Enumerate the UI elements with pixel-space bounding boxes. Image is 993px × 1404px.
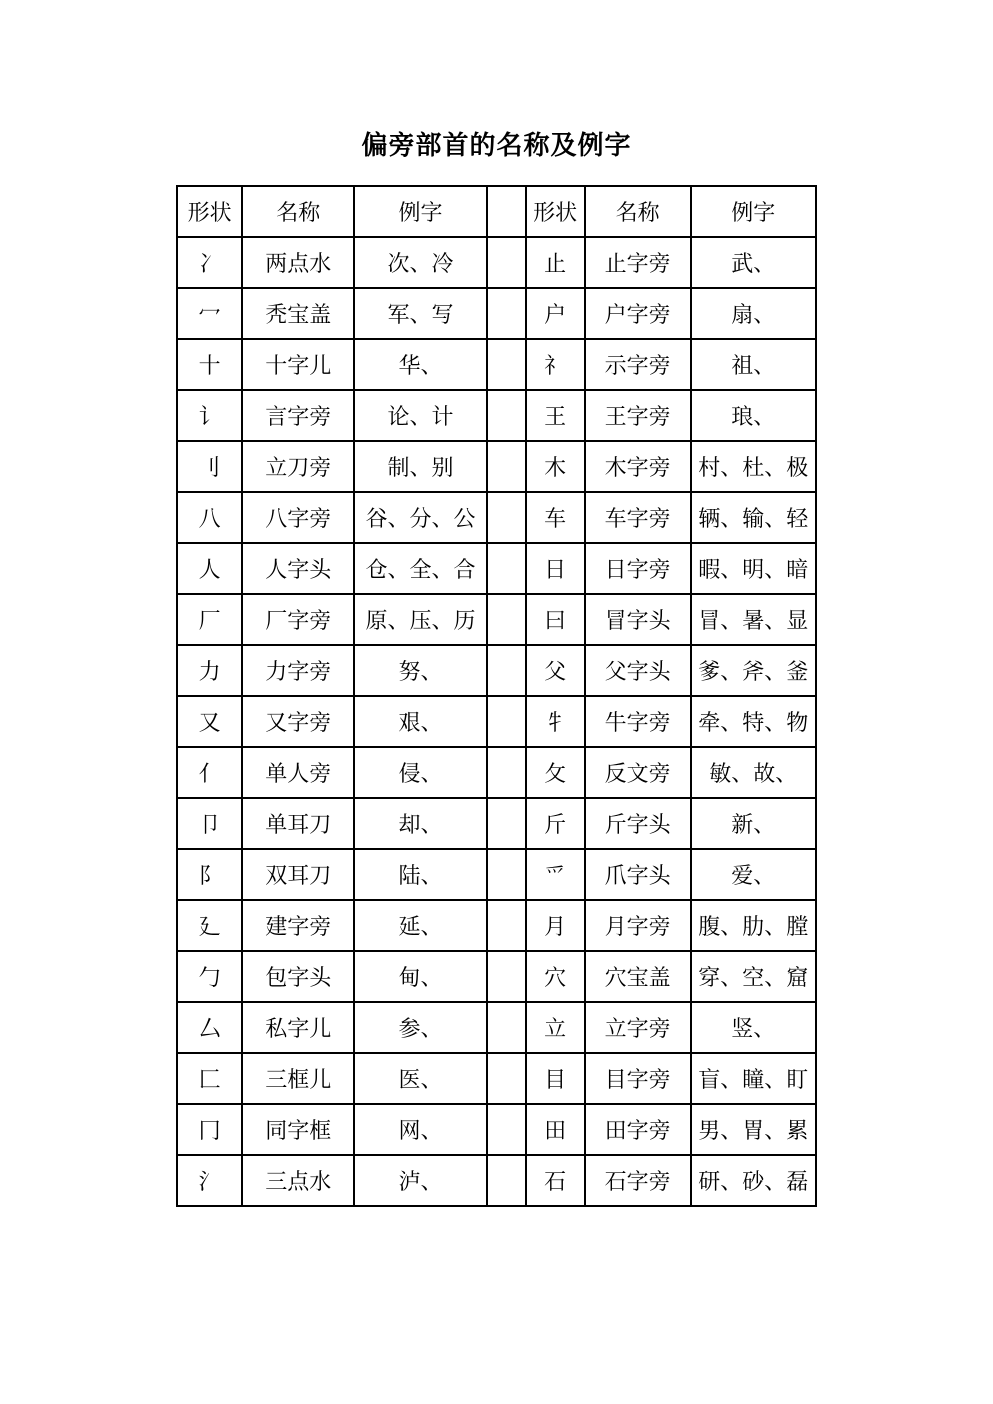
radical-shape-right: 立 (526, 1002, 585, 1053)
column-gap (487, 288, 526, 339)
example-chars-right: 研、砂、磊 (691, 1155, 816, 1206)
table-row (177, 492, 816, 543)
table-row (177, 645, 816, 696)
example-chars: 谷、分、公 (354, 492, 486, 543)
table-row (177, 747, 816, 798)
column-gap (487, 1053, 526, 1104)
radical-name: 八字旁 (242, 492, 354, 543)
radical-shape: 人 (177, 543, 242, 594)
radical-shape-right: 车 (526, 492, 585, 543)
radical-shape: 廴 (177, 900, 242, 951)
radical-shape-right: 攵 (526, 747, 585, 798)
radical-name-right: 田字旁 (585, 1104, 691, 1155)
table-row (177, 441, 816, 492)
radical-name: 单人旁 (242, 747, 354, 798)
example-chars: 参、 (354, 1002, 486, 1053)
example-chars-right: 琅、 (691, 390, 816, 441)
table-row (177, 288, 816, 339)
radical-name-right: 爪字头 (585, 849, 691, 900)
table-row (177, 594, 816, 645)
radical-shape-right: 木 (526, 441, 585, 492)
column-gap (487, 645, 526, 696)
example-chars: 论、计 (354, 390, 486, 441)
radical-shape: 厂 (177, 594, 242, 645)
example-chars-right: 暇、明、暗 (691, 543, 816, 594)
radical-shape-right: 月 (526, 900, 585, 951)
column-gap (487, 390, 526, 441)
radical-name-right: 斤字头 (585, 798, 691, 849)
radical-name: 建字旁 (242, 900, 354, 951)
example-chars: 次、冷 (354, 237, 486, 288)
column-gap (487, 1104, 526, 1155)
example-chars: 华、 (354, 339, 486, 390)
radical-shape-right: 牜 (526, 696, 585, 747)
radicals-table (176, 185, 817, 1207)
example-chars: 甸、 (354, 951, 486, 1002)
radical-shape-right: 斤 (526, 798, 585, 849)
radical-name: 包字头 (242, 951, 354, 1002)
example-chars-right: 穿、空、窟 (691, 951, 816, 1002)
table-row (177, 1104, 816, 1155)
radical-shape-right: 王 (526, 390, 585, 441)
radical-name-right: 反文旁 (585, 747, 691, 798)
header-shape: 形状 (177, 186, 242, 237)
radical-shape-right: 曰 (526, 594, 585, 645)
example-chars-right: 爹、斧、釜 (691, 645, 816, 696)
radical-shape: 冂 (177, 1104, 242, 1155)
example-chars-right: 敏、故、 (691, 747, 816, 798)
example-chars-right: 扇、 (691, 288, 816, 339)
column-gap (487, 339, 526, 390)
radical-shape: 氵 (177, 1155, 242, 1206)
radical-name: 厂字旁 (242, 594, 354, 645)
column-gap (487, 900, 526, 951)
table-row (177, 237, 816, 288)
example-chars-right: 腹、肋、膛 (691, 900, 816, 951)
table-row (177, 1053, 816, 1104)
radical-name-right: 车字旁 (585, 492, 691, 543)
table-row (177, 696, 816, 747)
radical-shape-right: 礻 (526, 339, 585, 390)
table-row (177, 798, 816, 849)
radical-name: 三框儿 (242, 1053, 354, 1104)
radical-name: 两点水 (242, 237, 354, 288)
column-gap (487, 186, 526, 237)
radical-shape: 厶 (177, 1002, 242, 1053)
radical-name-right: 牛字旁 (585, 696, 691, 747)
radical-name: 单耳刀 (242, 798, 354, 849)
example-chars: 泸、 (354, 1155, 486, 1206)
radical-shape: 匚 (177, 1053, 242, 1104)
radical-shape-right: 父 (526, 645, 585, 696)
radical-name-right: 穴宝盖 (585, 951, 691, 1002)
radical-shape: 亻 (177, 747, 242, 798)
radical-name-right: 示字旁 (585, 339, 691, 390)
radical-name-right: 止字旁 (585, 237, 691, 288)
radical-name-right: 目字旁 (585, 1053, 691, 1104)
radical-name: 言字旁 (242, 390, 354, 441)
radical-shape-right: 户 (526, 288, 585, 339)
radical-name: 同字框 (242, 1104, 354, 1155)
example-chars: 努、 (354, 645, 486, 696)
column-gap (487, 747, 526, 798)
radical-shape-right: 日 (526, 543, 585, 594)
column-gap (487, 951, 526, 1002)
radical-shape: 阝 (177, 849, 242, 900)
example-chars-right: 男、胃、累 (691, 1104, 816, 1155)
example-chars-right: 新、 (691, 798, 816, 849)
example-chars-right: 竖、 (691, 1002, 816, 1053)
radical-name: 双耳刀 (242, 849, 354, 900)
example-chars: 仓、全、合 (354, 543, 486, 594)
radical-name-right: 立字旁 (585, 1002, 691, 1053)
radical-name-right: 日字旁 (585, 543, 691, 594)
radical-name-right: 冒字头 (585, 594, 691, 645)
column-gap (487, 696, 526, 747)
column-gap (487, 543, 526, 594)
radical-name: 秃宝盖 (242, 288, 354, 339)
radical-name: 私字儿 (242, 1002, 354, 1053)
radical-shape-right: 石 (526, 1155, 585, 1206)
column-gap (487, 1002, 526, 1053)
example-chars-right: 武、 (691, 237, 816, 288)
radical-shape: 十 (177, 339, 242, 390)
radical-name: 十字儿 (242, 339, 354, 390)
header-example-right: 例字 (691, 186, 816, 237)
table-row (177, 543, 816, 594)
radical-shape-right: 穴 (526, 951, 585, 1002)
example-chars: 医、 (354, 1053, 486, 1104)
table-row (177, 849, 816, 900)
table-row (177, 1155, 816, 1206)
example-chars: 侵、 (354, 747, 486, 798)
example-chars: 军、写 (354, 288, 486, 339)
example-chars: 网、 (354, 1104, 486, 1155)
example-chars-right: 祖、 (691, 339, 816, 390)
example-chars-right: 冒、暑、显 (691, 594, 816, 645)
example-chars: 陆、 (354, 849, 486, 900)
example-chars-right: 村、杜、极 (691, 441, 816, 492)
column-gap (487, 798, 526, 849)
radical-name: 人字头 (242, 543, 354, 594)
radical-name: 力字旁 (242, 645, 354, 696)
column-gap (487, 849, 526, 900)
radical-shape-right: 田 (526, 1104, 585, 1155)
radical-name-right: 木字旁 (585, 441, 691, 492)
table-row (177, 390, 816, 441)
radical-name-right: 石字旁 (585, 1155, 691, 1206)
radical-name-right: 月字旁 (585, 900, 691, 951)
table-row (177, 1002, 816, 1053)
column-gap (487, 594, 526, 645)
header-name-right: 名称 (585, 186, 691, 237)
radical-name: 又字旁 (242, 696, 354, 747)
radical-shape: 冖 (177, 288, 242, 339)
radical-name-right: 王字旁 (585, 390, 691, 441)
column-gap (487, 441, 526, 492)
radical-shape: 又 (177, 696, 242, 747)
radical-name-right: 户字旁 (585, 288, 691, 339)
example-chars: 延、 (354, 900, 486, 951)
example-chars-right: 牵、特、物 (691, 696, 816, 747)
example-chars-right: 爱、 (691, 849, 816, 900)
example-chars: 艰、 (354, 696, 486, 747)
table-row (177, 900, 816, 951)
radical-shape: 勹 (177, 951, 242, 1002)
radical-name: 三点水 (242, 1155, 354, 1206)
radical-shape: 讠 (177, 390, 242, 441)
header-example: 例字 (354, 186, 486, 237)
radical-name-right: 父字头 (585, 645, 691, 696)
table-header-row (177, 186, 816, 237)
radical-shape: 冫 (177, 237, 242, 288)
example-chars-right: 盲、瞳、盯 (691, 1053, 816, 1104)
example-chars: 却、 (354, 798, 486, 849)
table-row (177, 951, 816, 1002)
column-gap (487, 1155, 526, 1206)
example-chars-right: 辆、输、轻 (691, 492, 816, 543)
radical-shape-right: 爫 (526, 849, 585, 900)
header-name: 名称 (242, 186, 354, 237)
radical-shape: 刂 (177, 441, 242, 492)
column-gap (487, 492, 526, 543)
radical-shape: 力 (177, 645, 242, 696)
radical-shape-right: 目 (526, 1053, 585, 1104)
page-title: 偏旁部首的名称及例字 (361, 131, 632, 161)
radical-shape: 八 (177, 492, 242, 543)
radical-name: 立刀旁 (242, 441, 354, 492)
table-row (177, 339, 816, 390)
radical-shape-right: 止 (526, 237, 585, 288)
column-gap (487, 237, 526, 288)
header-shape-right: 形状 (526, 186, 585, 237)
example-chars: 制、别 (354, 441, 486, 492)
radical-shape: 卩 (177, 798, 242, 849)
example-chars: 原、压、历 (354, 594, 486, 645)
